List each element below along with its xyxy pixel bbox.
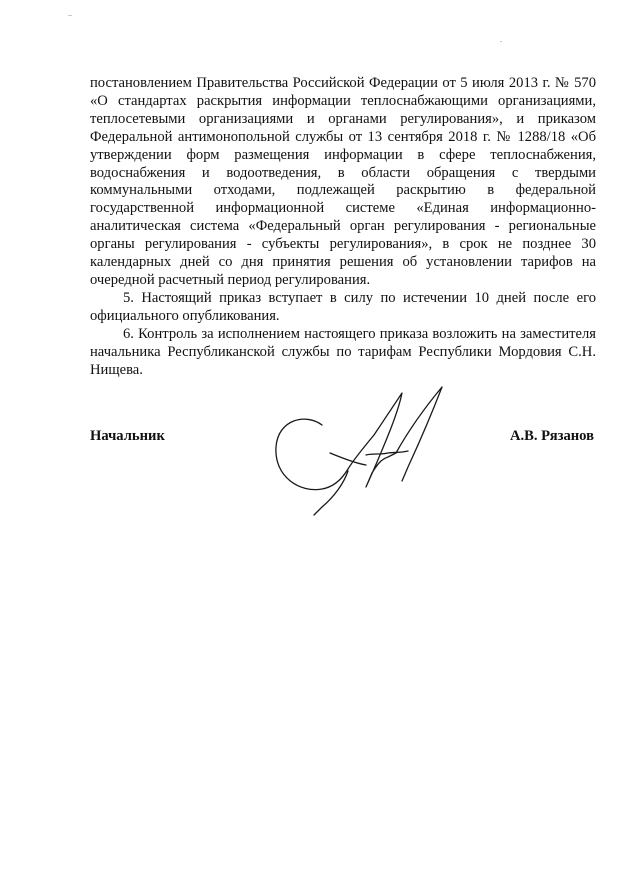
paragraph-5: 5. Настоящий приказ вступает в силу по истечении 10 дней после его официального опубликования. xyxy=(90,289,596,324)
paragraph-6: 6. Контроль за исполнением настоящего приказа возложить на заместителя начальника Республиканской службы по тарифам Республики Мордовия С.Н. Нищева. xyxy=(90,325,596,378)
scan-mark-top-right: . xyxy=(500,35,502,44)
handwritten-signature xyxy=(270,383,470,523)
scan-mark-top-left: .. xyxy=(68,9,72,18)
paragraph-continuation: постановлением Правительства Российской Федерации от 5 июля 2013 г. № 570 «О стандартах раскрытия информации теплоснабжающими организациями, теплосетевыми организациями и органами регулирования», и приказом Федеральной антимонопольной службы от 13 сентября 2018 г. № 1288/18 «Об утверждении форм размещения информации в сфере теплоснабжения, водоснабжения и водоотведения, в области обращения с твердыми коммунальными отходами, подлежащей раскрытию в федеральной государственной информационной системе «Единая информационно-аналитическая система «Федеральный орган регулирования - региональные органы регулирования - субъекты регулирования», в срок не позднее 30 календарных дней со дня принятия решения об установлении тарифов на очередной расчетный период регулирования. xyxy=(90,75,596,288)
signer-name: А.В. Рязанов xyxy=(509,428,594,444)
signer-position-title: Начальник xyxy=(90,428,165,444)
document-body xyxy=(90,75,596,379)
